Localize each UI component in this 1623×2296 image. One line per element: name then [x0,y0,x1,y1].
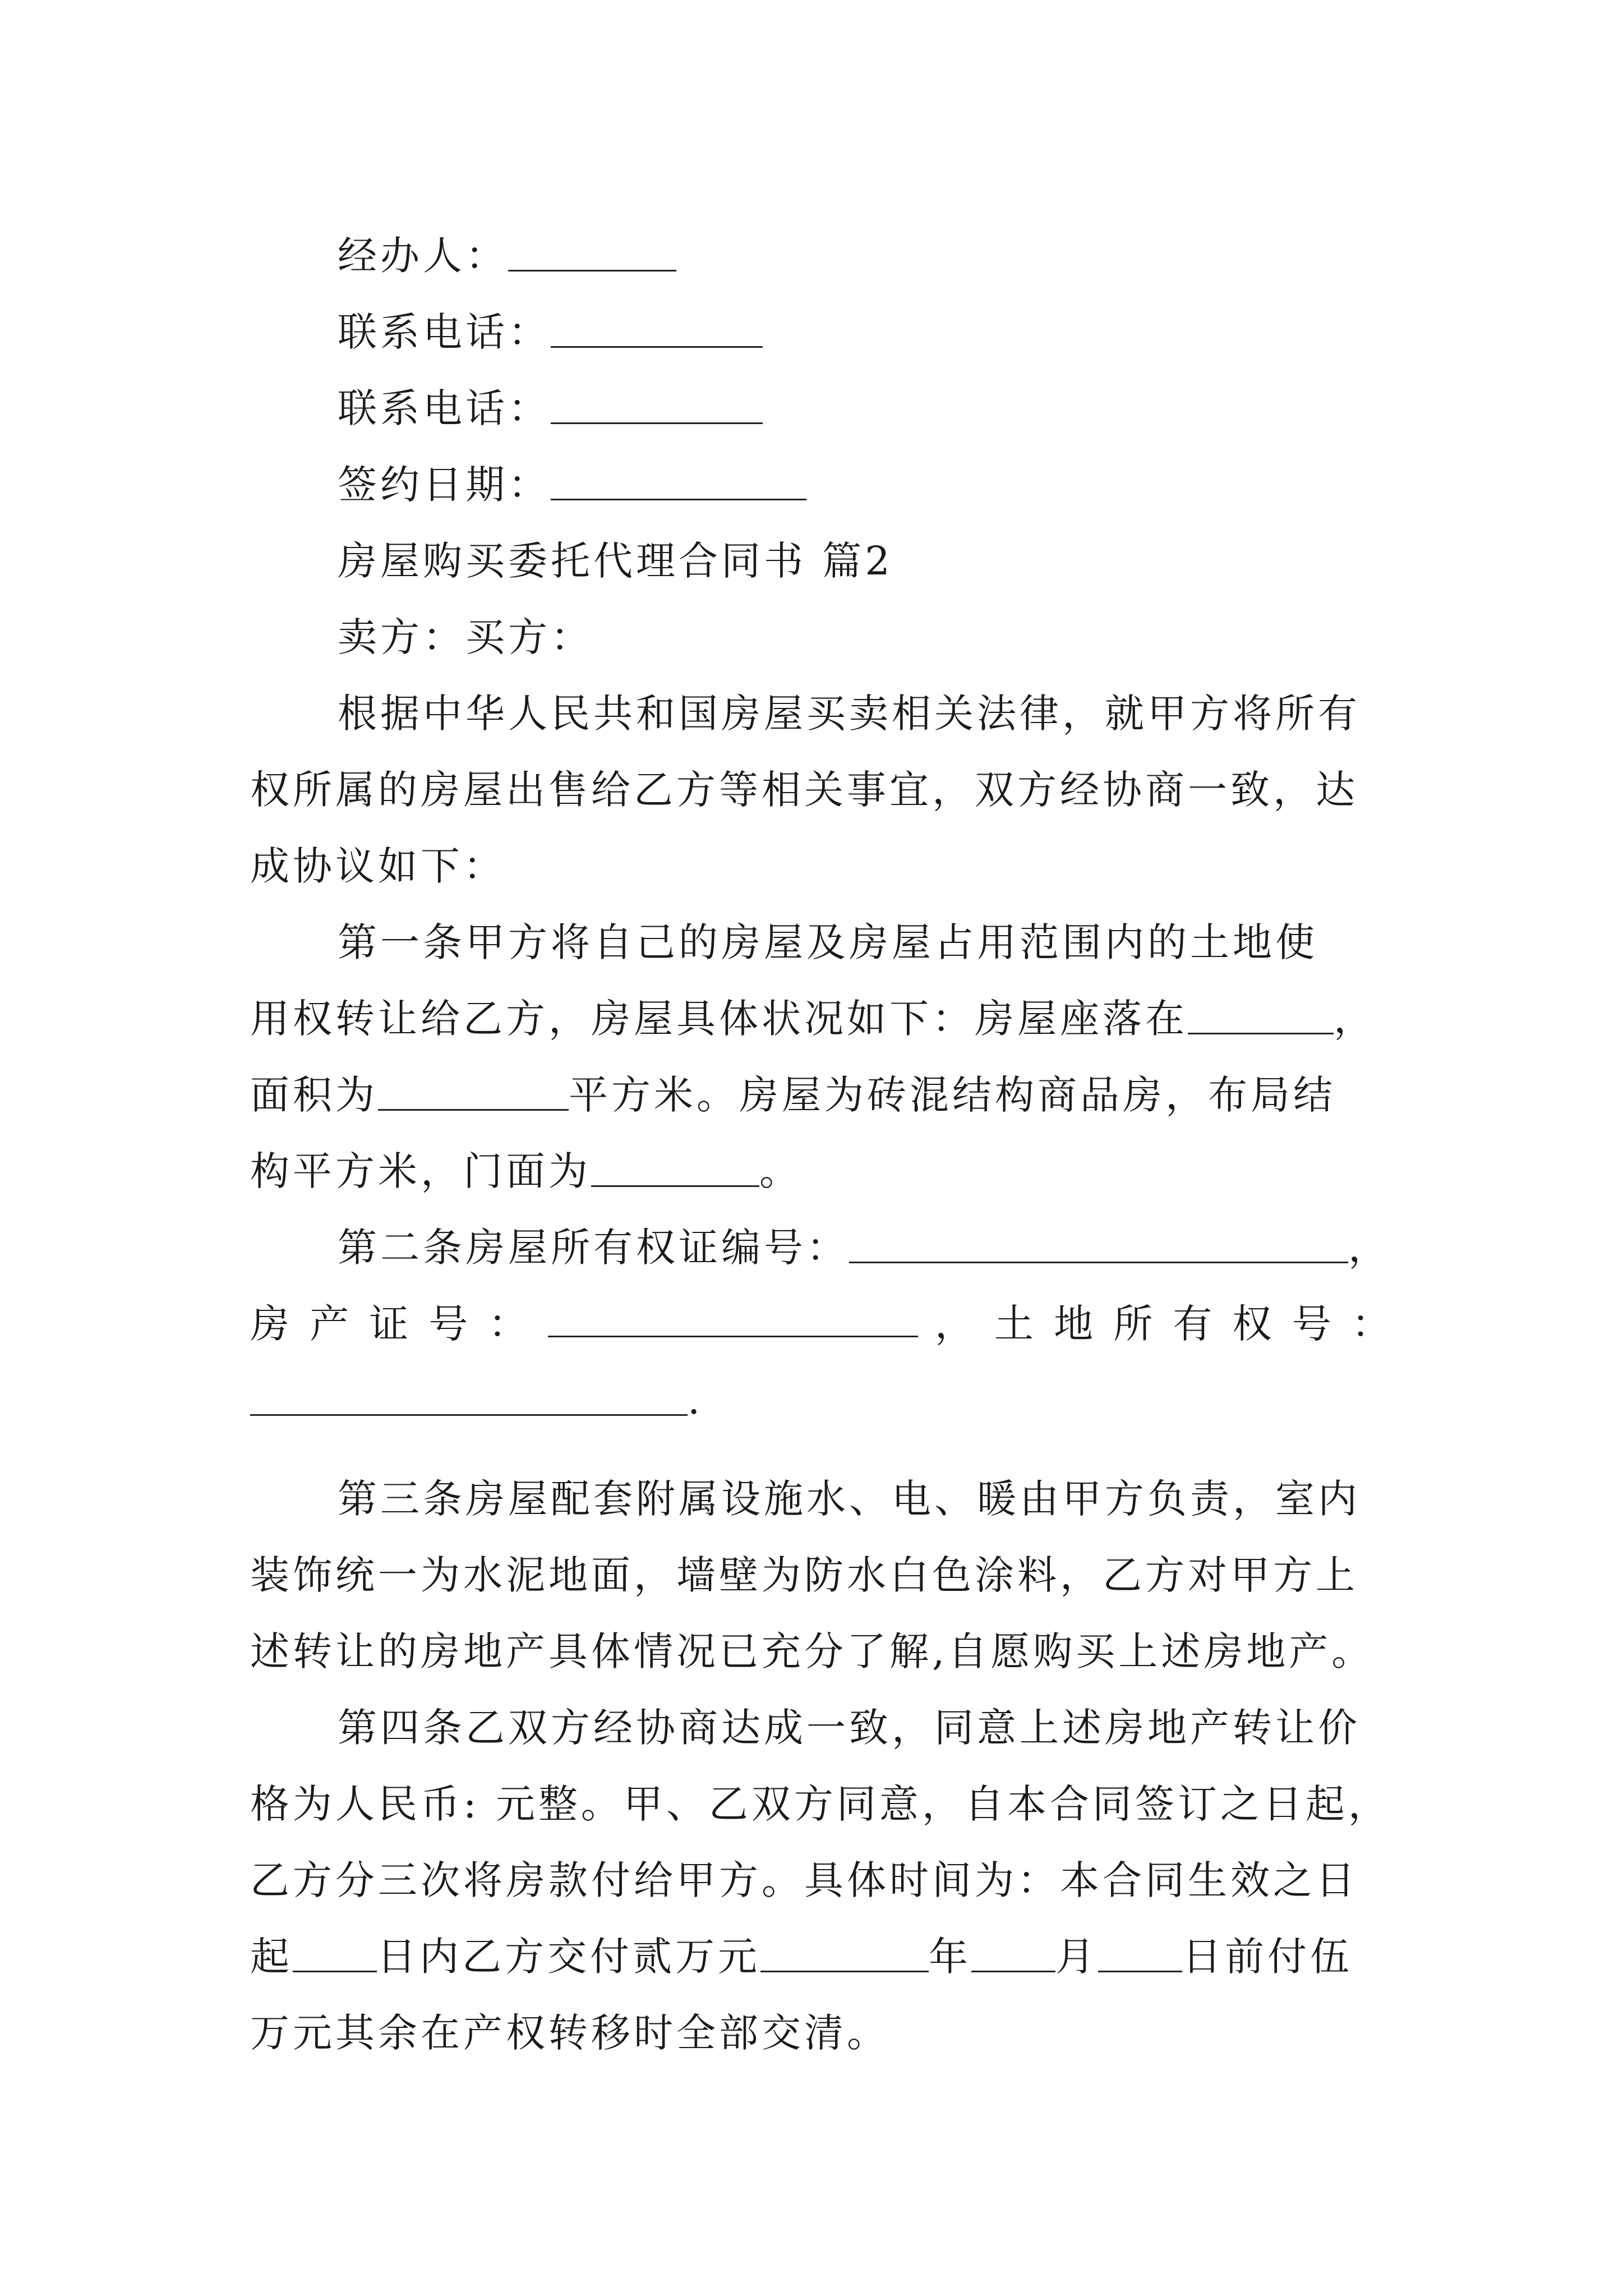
article3-line-1: 第三条房屋配套附属设施水、电、暖由甲方负责，室内 [338,1476,1361,1522]
article3-line-3: 述转让的房地产具体情况已充分了解,自愿购买上述房地产。 [250,1628,1375,1674]
days-blank [293,1971,377,1972]
char: 权 [1232,1301,1275,1347]
article2-line-3 [250,1362,1394,1438]
ownership-cert-blank [849,1262,1348,1263]
article1-line-4-text: 构平方米，门面为 [250,1148,591,1194]
article1-line-2-text: 用权转让给乙方，房屋具体状况如下：房屋座落在 [250,996,1188,1042]
sign-date-label: 签约日期： [338,462,551,508]
char: 有 [1173,1301,1216,1347]
phone-blank-1 [551,346,763,348]
article1-line-3-text-a: 面积为 [250,1072,378,1118]
article2-line-1 [250,1209,1394,1286]
article4-line-5: 万元其余在产权转移时全部交清。 [250,2010,889,2056]
char: 产 [310,1301,353,1347]
article1-line-3 [250,1057,1394,1133]
article1-line-4-end: 。 [759,1148,802,1194]
intro-line-2: 权所属的房屋出售给乙方等相关事宜，双方经协商一致，达 [250,767,1358,813]
article4-line-4-a: 起 [250,1934,293,1980]
article1-line-4 [250,1133,1394,1209]
article1-line-1: 第一条甲方将自己的房屋及房屋占用范围内的土地使 [338,919,1318,965]
article2-line-2 [250,1286,1394,1362]
month-blank [971,1971,1055,1972]
article4-line-4 [250,1918,1394,1995]
article1-line-2 [250,981,1394,1057]
char: 土 [994,1301,1037,1347]
article1-line-3-text-b: 平方米。房屋为砖混结构商品房，布局结 [569,1072,1336,1118]
land-cert-blank [250,1414,688,1416]
year-blank [760,1971,929,1972]
sign-date-line [250,447,1394,523]
phone-line-1 [250,294,1394,370]
char: ： [1351,1301,1394,1347]
intro-line-3: 成协议如下： [250,843,506,889]
property-cert-blank [548,1336,918,1337]
storefront-blank [591,1185,759,1187]
location-blank [1188,1033,1334,1034]
char: 地 [1054,1301,1097,1347]
article1-line-2-comma: ， [1334,996,1376,1042]
char: ： [488,1301,531,1347]
article2-line-3-end: . [688,1377,704,1423]
article4-line-2: 格为人民币: 元整。甲、乙双方同意，自本合同签订之日起， [250,1781,1391,1827]
phone-label-2: 联系电话： [338,385,551,431]
intro-line-1: 根据中华人民共和国房屋买卖相关法律，就甲方将所有 [338,691,1361,737]
phone-blank-2 [551,422,763,424]
char: 所 [1113,1301,1156,1347]
char: 号 [1292,1301,1335,1347]
phone-line-2 [250,370,1394,447]
article3-line-2: 装饰统一为水泥地面，墙壁为防水白色涂料，乙方对甲方上 [250,1552,1358,1598]
char: ， [934,1301,978,1347]
article4-line-4-e: 日前付伍 [1182,1934,1353,1980]
handler-label: 经办人： [338,233,508,279]
sign-date-blank [551,499,806,500]
article2-line-1-comma: ， [1348,1225,1391,1271]
phone-label-1: 联系电话： [338,309,551,355]
section-title: 房屋购买委托代理合同书 篇2 [338,538,893,584]
article2-line-1-text: 第二条房屋所有权证编号： [338,1225,849,1271]
char: 房 [250,1301,293,1347]
article4-line-1: 第四条乙双方经协商达成一致，同意上述房地产转让价 [338,1705,1361,1751]
day-blank [1098,1971,1182,1972]
char: 证 [369,1301,412,1347]
char: 号 [428,1301,472,1347]
article4-line-4-b: 日内乙方交付贰万元 [377,1934,760,1980]
article4-line-4-d: 月 [1055,1934,1098,1980]
handler-line [250,218,1394,294]
handler-blank [508,270,676,272]
parties-line: 卖方：买方： [338,614,593,660]
document-body [250,218,1394,2071]
article4-line-3: 乙方分三次将房款付给甲方。具体时间为：本合同生效之日 [250,1857,1358,1903]
article4-line-4-c: 年 [929,1934,971,1980]
area-blank [378,1109,569,1111]
